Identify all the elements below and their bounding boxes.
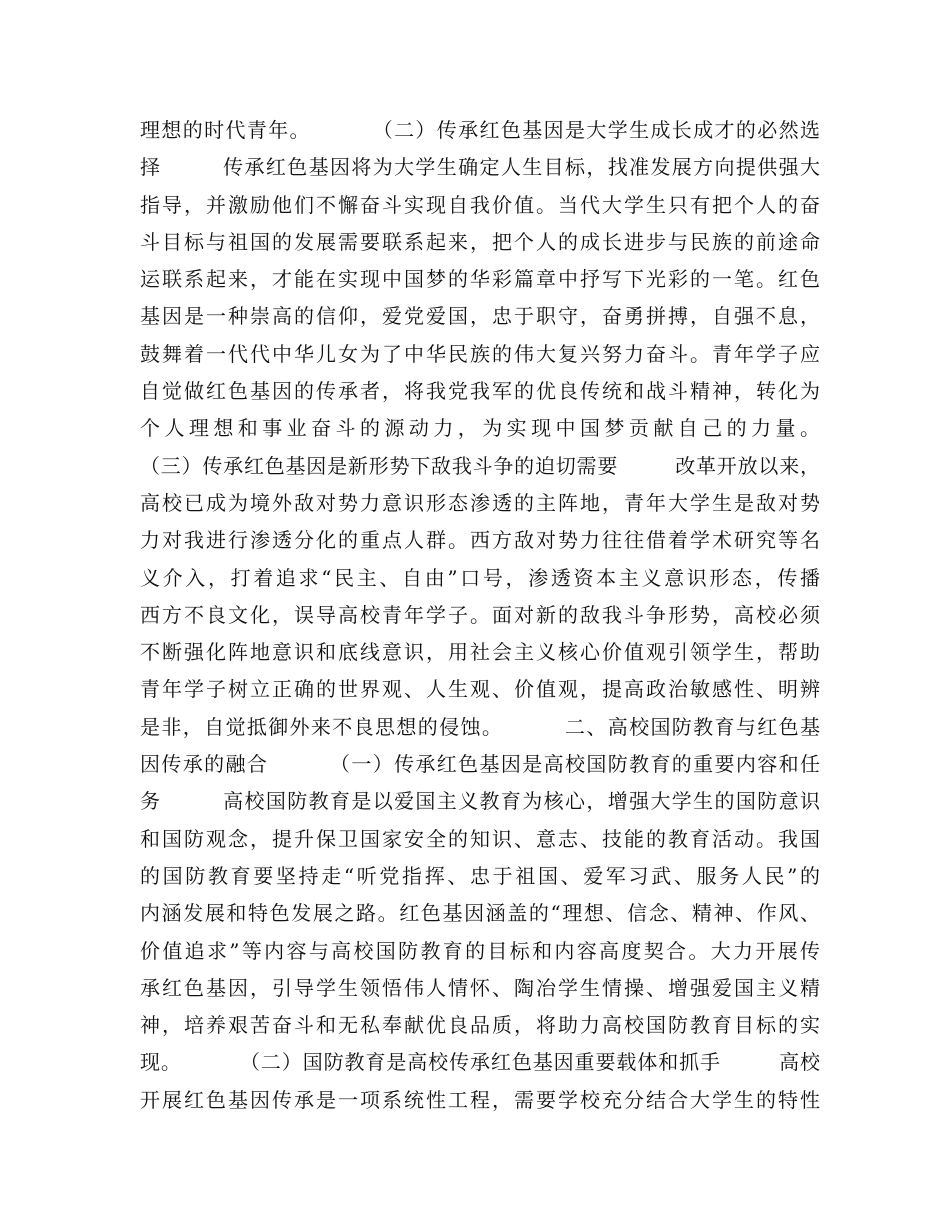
text-line: 高校已成为境外敌对势力意识形态渗透的主阵地，青年大学生是敌对势: [140, 490, 820, 515]
text-line: 的国防教育要坚持走“听党指挥、忠于祖国、爱军习武、服务人民”的: [140, 863, 820, 888]
text-line: 鼓舞着一代代中华儿女为了中华民族的伟大复兴努力奋斗。青年学子应: [140, 341, 820, 366]
text-line: 不断强化阵地意识和底线意识，用社会主义核心价值观引领学生，帮助: [140, 640, 820, 665]
text-line: 和国防观念，提升保卫国家安全的知识、意志、技能的教育活动。我国: [140, 826, 820, 851]
text-line: 力对我进行渗透分化的重点人群。西方敌对势力往往借着学术研究等名: [140, 528, 820, 553]
text-line: 神，培养艰苦奋斗和无私奉献优良品质，将助力高校国防教育目标的实: [140, 1013, 820, 1038]
text-line: 基因是一种崇高的信仰，爱党爱国，忠于职守，奋勇拼搏，自强不息，: [140, 304, 820, 329]
text-line: 内涵发展和特色发展之路。红色基因涵盖的“理想、信念、精神、作风、: [140, 901, 820, 926]
text-line: 指导，并激励他们不懈奋斗实现自我价值。当代大学生只有把个人的奋: [140, 192, 820, 217]
text-line: 自觉做红色基因的传承者，将我党我军的优良传统和战斗精神，转化为: [140, 379, 820, 404]
text-line: 因传承的融合 （一）传承红色基因是高校国防教育的重要内容和任: [140, 752, 820, 777]
text-line: 个人理想和事业奋斗的源动力，为实现中国梦贡献自己的力量。: [140, 416, 820, 441]
text-line: 西方不良文化，误导高校青年学子。面对新的敌我斗争形势，高校必须: [140, 602, 820, 627]
text-line: 义介入，打着追求“民主、自由”口号，渗透资本主义意识形态，传播: [140, 565, 820, 590]
text-line: 理想的时代青年。 （二）传承红色基因是大学生成长成才的必然选: [140, 118, 820, 142]
text-line: 承红色基因，引导学生领悟伟人情怀、陶冶学生情操、增强爱国主义精: [140, 975, 820, 1000]
text-line: 务 高校国防教育是以爱国主义教育为核心，增强大学生的国防意识: [140, 789, 820, 814]
text-line: 择 传承红色基因将为大学生确定人生目标，找准发展方向提供强大: [140, 155, 820, 180]
text-line: 开展红色基因传承是一项系统性工程，需要学校充分结合大学生的特性: [140, 1087, 820, 1112]
text-line: 斗目标与祖国的发展需要联系起来，把个人的成长进步与民族的前途命: [140, 229, 820, 254]
text-line: 价值追求”等内容与高校国防教育的目标和内容高度契合。大力开展传: [140, 938, 820, 963]
text-line: 运联系起来，才能在实现中国梦的华彩篇章中抒写下光彩的一笔。红色: [140, 267, 820, 292]
text-line: 青年学子树立正确的世界观、人生观、价值观，提高政治敏感性、明辨: [140, 677, 820, 702]
text-line: （三）传承红色基因是新形势下敌我斗争的迫切需要 改革开放以来，: [140, 453, 820, 478]
text-line: 现。 （二）国防教育是高校传承红色基因重要载体和抓手 高校: [140, 1050, 820, 1075]
text-line: 是非，自觉抵御外来不良思想的侵蚀。 二、高校国防教育与红色基: [140, 714, 820, 739]
document-page: [140, 112, 820, 1119]
